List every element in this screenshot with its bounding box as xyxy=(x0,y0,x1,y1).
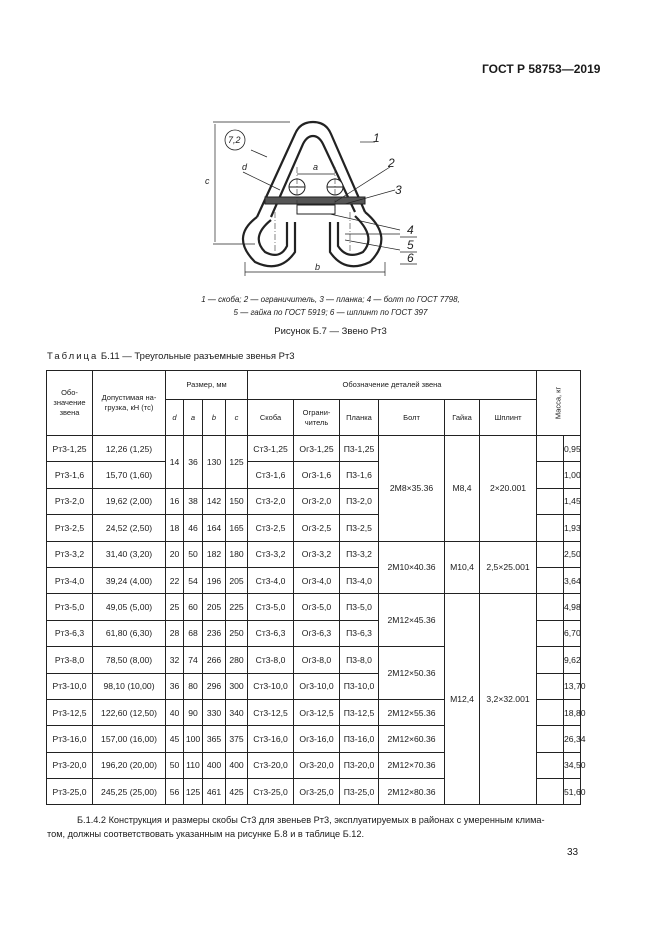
cell-b: 461 xyxy=(203,779,226,805)
cell-a: 36 xyxy=(184,436,203,489)
header-designation: Обо-значение звена xyxy=(47,371,93,436)
cell-load: 98,10 (10,00) xyxy=(93,673,166,699)
cell-load: 245,25 (25,00) xyxy=(93,779,166,805)
cell-limiter: Ог3-8,0 xyxy=(294,647,340,673)
cell-b: 196 xyxy=(203,567,226,593)
header-a: a xyxy=(184,400,203,436)
cell-d: 50 xyxy=(166,752,184,778)
cell-c: 340 xyxy=(226,699,248,725)
cell-b: 266 xyxy=(203,647,226,673)
cell-mass: 3,64 xyxy=(564,567,581,593)
label-dimension-b: b xyxy=(315,262,321,272)
cell-mass: 1,00 xyxy=(564,462,581,488)
cell-a: 68 xyxy=(184,620,203,646)
cell-limiter: Ог3-10,0 xyxy=(294,673,340,699)
header-limiter: Ограни-читель xyxy=(294,400,340,436)
cell-mass: 4,98 xyxy=(564,594,581,620)
cell-c: 300 xyxy=(226,673,248,699)
cell-d: 22 xyxy=(166,567,184,593)
cell-a: 46 xyxy=(184,515,203,541)
cell-b: 236 xyxy=(203,620,226,646)
cell-load: 12,26 (1,25) xyxy=(93,436,166,462)
cell-skoba: Ст3-1,25 xyxy=(248,436,294,462)
cell-limiter: Ог3-2,5 xyxy=(294,515,340,541)
label-part-4: 4 xyxy=(407,223,414,237)
body-paragraph xyxy=(47,813,587,841)
figure-caption: Рисунок Б.7 — Звено Рт3 xyxy=(274,326,387,337)
cell-limiter: Ог3-12,5 xyxy=(294,699,340,725)
cell-nut: М10,4 xyxy=(445,541,480,594)
cell-name: Рт3-12,5 xyxy=(47,699,93,725)
cell-c: 150 xyxy=(226,488,248,514)
header-bolt: Болт xyxy=(379,400,445,436)
cell-pin: 3,2×32.001 xyxy=(480,594,537,805)
cell-a: 50 xyxy=(184,541,203,567)
cell-d: 40 xyxy=(166,699,184,725)
cell-name: Рт3-25,0 xyxy=(47,779,93,805)
cell-plate: П3-6,3 xyxy=(340,620,379,646)
cell-load: 15,70 (1,60) xyxy=(93,462,166,488)
cell-plate: П3-3,2 xyxy=(340,541,379,567)
cell-c: 400 xyxy=(226,752,248,778)
cell-limiter: Ог3-6,3 xyxy=(294,620,340,646)
cell-mass: 34,50 xyxy=(564,752,581,778)
cell-plate: П3-1,25 xyxy=(340,436,379,462)
cell-name: Рт3-3,2 xyxy=(47,541,93,567)
cell-a: 110 xyxy=(184,752,203,778)
cell-d: 18 xyxy=(166,515,184,541)
cell-plate: П3-2,5 xyxy=(340,515,379,541)
cell-limiter: Ог3-16,0 xyxy=(294,726,340,752)
label-dimension-c: c xyxy=(205,176,210,186)
cell-b: 365 xyxy=(203,726,226,752)
label-part-5: 5 xyxy=(407,238,414,252)
cell-d: 20 xyxy=(166,541,184,567)
header-d: d xyxy=(166,400,184,436)
cell-c: 280 xyxy=(226,647,248,673)
cell-mass: 2,50 xyxy=(564,541,581,567)
cell-skoba: Ст3-12,5 xyxy=(248,699,294,725)
link-drawing xyxy=(195,112,435,287)
cell-name: Рт3-5,0 xyxy=(47,594,93,620)
cell-d: 32 xyxy=(166,647,184,673)
cell-name: Рт3-1,25 xyxy=(47,436,93,462)
paragraph-line-1 xyxy=(47,813,587,827)
cell-a: 74 xyxy=(184,647,203,673)
cell-limiter: Ог3-1,25 xyxy=(294,436,340,462)
cell-skoba: Ст3-8,0 xyxy=(248,647,294,673)
cell-plate: П3-4,0 xyxy=(340,567,379,593)
cell-nut: М12,4 xyxy=(445,594,480,805)
cell-b: 130 xyxy=(203,436,226,489)
cell-name: Рт3-20,0 xyxy=(47,752,93,778)
cell-d: 16 xyxy=(166,488,184,514)
cell-mass: 51,60 xyxy=(564,779,581,805)
cell-name: Рт3-2,0 xyxy=(47,488,93,514)
label-part-1: 1 xyxy=(373,131,380,145)
cell-bolt: 2М12×70.36 xyxy=(379,752,445,778)
cell-pin: 2×20.001 xyxy=(480,436,537,542)
document-standard-number: ГОСТ Р 58753—2019 xyxy=(482,62,601,76)
cell-bolt: 2М12×50.36 xyxy=(379,647,445,700)
label-part-2: 2 xyxy=(388,156,395,170)
cell-plate: П3-16,0 xyxy=(340,726,379,752)
cell-a: 90 xyxy=(184,699,203,725)
cell-c: 165 xyxy=(226,515,248,541)
cell-mass: 9,62 xyxy=(564,647,581,673)
cell-limiter: Ог3-20,0 xyxy=(294,752,340,778)
header-parts: Обозначение деталей звена xyxy=(248,371,537,400)
label-part-6: 6 xyxy=(407,251,414,265)
header-load: Допустимая на-грузка, кН (тс) xyxy=(93,371,166,436)
cell-limiter: Ог3-4,0 xyxy=(294,567,340,593)
cell-plate: П3-1,6 xyxy=(340,462,379,488)
cell-plate: П3-8,0 xyxy=(340,647,379,673)
table-caption-prefix: Таблица xyxy=(47,351,99,362)
cell-bolt: 2М12×80.36 xyxy=(379,779,445,805)
cell-c: 125 xyxy=(226,436,248,489)
cell-a: 80 xyxy=(184,673,203,699)
cell-a: 125 xyxy=(184,779,203,805)
table-row xyxy=(47,541,581,567)
cell-mass: 26,34 xyxy=(564,726,581,752)
cell-a: 60 xyxy=(184,594,203,620)
cell-d: 56 xyxy=(166,779,184,805)
cell-load: 31,40 (3,20) xyxy=(93,541,166,567)
cell-d: 28 xyxy=(166,620,184,646)
cell-plate: П3-2,0 xyxy=(340,488,379,514)
table-caption xyxy=(47,351,295,362)
cell-name: Рт3-10,0 xyxy=(47,673,93,699)
links-spec-table xyxy=(46,370,586,805)
cell-load: 49,05 (5,00) xyxy=(93,594,166,620)
cell-d: 45 xyxy=(166,726,184,752)
cell-name: Рт3-16,0 xyxy=(47,726,93,752)
cell-skoba: Ст3-6,3 xyxy=(248,620,294,646)
cell-load: 122,60 (12,50) xyxy=(93,699,166,725)
cell-limiter: Ог3-3,2 xyxy=(294,541,340,567)
cell-mass: 1,45 xyxy=(564,488,581,514)
cell-skoba: Ст3-20,0 xyxy=(248,752,294,778)
cell-bolt: 2М12×60.36 xyxy=(379,726,445,752)
cell-name: Рт3-1,6 xyxy=(47,462,93,488)
cell-b: 400 xyxy=(203,752,226,778)
cell-bolt: 2М12×45.36 xyxy=(379,594,445,647)
cell-skoba: Ст3-1,6 xyxy=(248,462,294,488)
cell-c: 180 xyxy=(226,541,248,567)
cell-a: 38 xyxy=(184,488,203,514)
cell-skoba: Ст3-3,2 xyxy=(248,541,294,567)
cell-b: 296 xyxy=(203,673,226,699)
header-mass xyxy=(537,371,581,436)
figure-legend-line-2: 5 — гайка по ГОСТ 5919; 6 — шплинт по ГОСТ 397 xyxy=(233,308,428,317)
table-caption-title: Б.11 — Треугольные разъемные звенья Рт3 xyxy=(98,351,295,362)
header-c: c xyxy=(226,400,248,436)
cell-mass: 0,95 xyxy=(564,436,581,462)
cell-plate: П3-25,0 xyxy=(340,779,379,805)
cell-b: 182 xyxy=(203,541,226,567)
cell-skoba: Ст3-5,0 xyxy=(248,594,294,620)
cell-mass: 6,70 xyxy=(564,620,581,646)
cell-bolt: 2М8×35.36 xyxy=(379,436,445,542)
cell-limiter: Ог3-2,0 xyxy=(294,488,340,514)
link-outline xyxy=(243,122,381,266)
cell-name: Рт3-2,5 xyxy=(47,515,93,541)
cell-d: 25 xyxy=(166,594,184,620)
cell-a: 54 xyxy=(184,567,203,593)
cell-b: 205 xyxy=(203,594,226,620)
label-dimension-a: a xyxy=(313,162,319,172)
cell-skoba: Ст3-16,0 xyxy=(248,726,294,752)
cell-b: 164 xyxy=(203,515,226,541)
paragraph-line-1-text: Б.1.4.2 Конструкция и размеры скобы Ст3 для звеньев Рт3, эксплуатируемых в районах с умеренным клима- xyxy=(77,815,545,825)
cell-plate: П3-5,0 xyxy=(340,594,379,620)
cell-skoba: Ст3-4,0 xyxy=(248,567,294,593)
cell-load: 78,50 (8,00) xyxy=(93,647,166,673)
label-dimension-d: d xyxy=(242,162,248,172)
cell-d: 36 xyxy=(166,673,184,699)
cell-mass: 13,70 xyxy=(564,673,581,699)
cell-name: Рт3-8,0 xyxy=(47,647,93,673)
cell-skoba: Ст3-10,0 xyxy=(248,673,294,699)
cell-c: 205 xyxy=(226,567,248,593)
cell-skoba: Ст3-2,5 xyxy=(248,515,294,541)
cell-load: 61,80 (6,30) xyxy=(93,620,166,646)
table-row xyxy=(47,436,581,462)
cell-plate: П3-20,0 xyxy=(340,752,379,778)
header-size: Размер, мм xyxy=(166,371,248,400)
header-b: b xyxy=(203,400,226,436)
cell-d: 14 xyxy=(166,436,184,489)
cell-load: 196,20 (20,00) xyxy=(93,752,166,778)
cell-c: 425 xyxy=(226,779,248,805)
header-pin: Шплинт xyxy=(480,400,537,436)
cell-bolt: 2М12×55.36 xyxy=(379,699,445,725)
cell-name: Рт3-4,0 xyxy=(47,567,93,593)
figure-legend-line-1: 1 — скоба; 2 — ограничитель, 3 — планка; 4 — болт по ГОСТ 7798, xyxy=(201,295,460,304)
cell-c: 250 xyxy=(226,620,248,646)
page-number: 33 xyxy=(567,847,579,858)
cell-c: 375 xyxy=(226,726,248,752)
header-skoba: Скоба xyxy=(248,400,294,436)
label-part-3: 3 xyxy=(395,183,402,197)
cell-limiter: Ог3-5,0 xyxy=(294,594,340,620)
cell-limiter: Ог3-1,6 xyxy=(294,462,340,488)
cell-bolt: 2М10×40.36 xyxy=(379,541,445,594)
header-mass-text: Масса, кг xyxy=(553,386,563,420)
cell-c: 225 xyxy=(226,594,248,620)
header-nut: Гайка xyxy=(445,400,480,436)
cell-b: 330 xyxy=(203,699,226,725)
cell-b: 142 xyxy=(203,488,226,514)
cell-name: Рт3-6,3 xyxy=(47,620,93,646)
cell-pin: 2,5×25.001 xyxy=(480,541,537,594)
cell-plate: П3-10,0 xyxy=(340,673,379,699)
header-plate: Планка xyxy=(340,400,379,436)
figure-legend xyxy=(0,293,661,319)
cell-plate: П3-12,5 xyxy=(340,699,379,725)
limiter-and-plate xyxy=(265,179,365,214)
cell-mass: 18,80 xyxy=(564,699,581,725)
paragraph-line-2: том, должны соответствовать указанным на рисунке Б.8 и в таблице Б.12. xyxy=(47,829,365,839)
cell-skoba: Ст3-25,0 xyxy=(248,779,294,805)
cell-load: 24,52 (2,50) xyxy=(93,515,166,541)
cell-limiter: Ог3-25,0 xyxy=(294,779,340,805)
table-row xyxy=(47,594,581,620)
cell-mass: 1,93 xyxy=(564,515,581,541)
cell-load: 157,00 (16,00) xyxy=(93,726,166,752)
cell-load: 39,24 (4,00) xyxy=(93,567,166,593)
cell-a: 100 xyxy=(184,726,203,752)
cell-nut: М8,4 xyxy=(445,436,480,542)
label-radius: 7,2 xyxy=(228,135,241,145)
cell-skoba: Ст3-2,0 xyxy=(248,488,294,514)
cell-load: 19,62 (2,00) xyxy=(93,488,166,514)
